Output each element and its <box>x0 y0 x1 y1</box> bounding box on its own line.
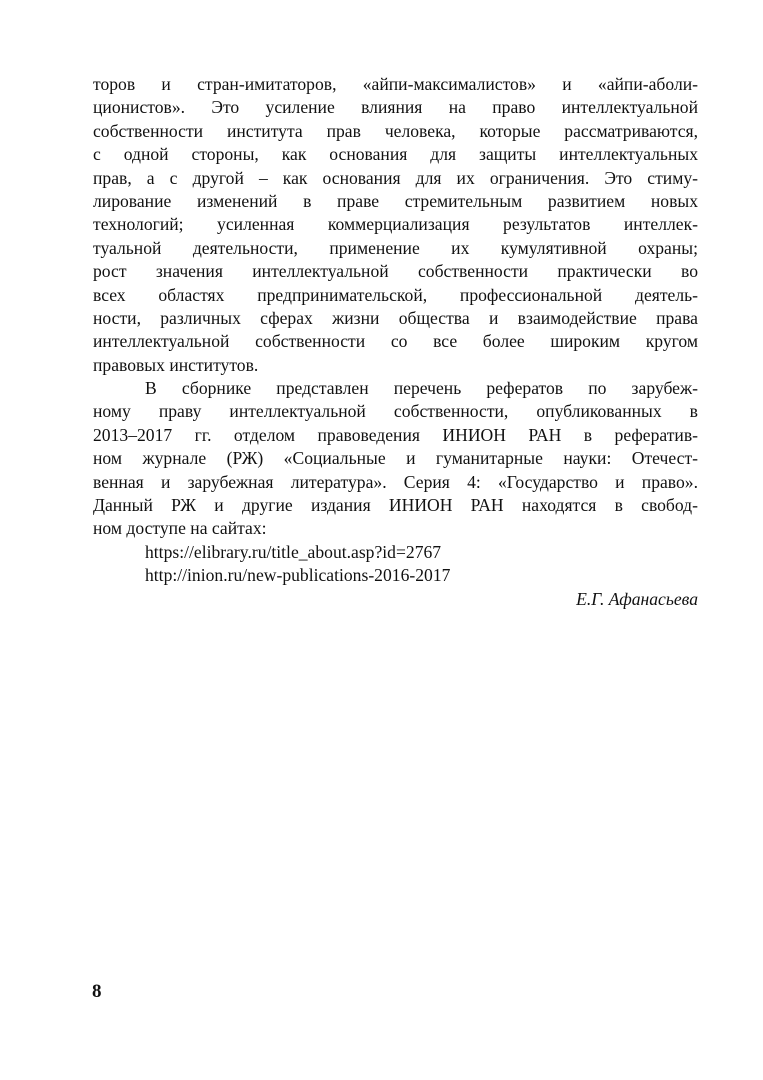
text-line: венная и зарубежная литература». Серия 4: «Государство и право». <box>93 471 698 492</box>
body-text <box>93 73 698 611</box>
text-line: технологий; усиленная коммерциализация результатов интеллек- <box>93 214 698 235</box>
elibrary-link[interactable]: https://elibrary.ru/title_about.asp?id=2767 <box>145 541 442 562</box>
text-line: правовых институтов. <box>93 354 259 375</box>
text-line: Данный РЖ и другие издания ИНИОН РАН находятся в свобод- <box>93 495 698 516</box>
text-line: прав, а с другой – как основания для их ограничения. Это стиму- <box>93 167 698 188</box>
paragraph-2 <box>93 377 698 541</box>
text-line: туальной деятельности, применение их кумулятивной охраны; <box>93 237 698 258</box>
text-line: всех областях предпринимательской, профессиональной деятель- <box>93 284 698 305</box>
text-line: ном журнале (РЖ) «Социальные и гуманитарные науки: Отечест- <box>93 448 698 469</box>
text-line: ционистов». Это усиление влияния на право интеллектуальной <box>93 97 698 118</box>
text-line: ности, различных сферах жизни общества и взаимодействие права <box>93 307 698 328</box>
page-number: 8 <box>92 981 102 1002</box>
text-line: торов и стран-имитаторов, «айпи-максималистов» и «айпи-аболи- <box>93 74 698 94</box>
text-line: ном доступе на сайтах: <box>93 518 267 539</box>
links-list <box>93 541 698 588</box>
text-line: собственности института прав человека, которые рассматриваются, <box>93 120 698 141</box>
text-line: лирование изменений в праве стремительным развитием новых <box>93 190 698 211</box>
text-line: рост значения интеллектуальной собственности практически во <box>93 261 698 282</box>
inion-link[interactable]: http://inion.ru/new-publications-2016-2017 <box>145 565 451 586</box>
text-line: 2013–2017 гг. отделом правоведения ИНИОН РАН в рефератив- <box>93 424 698 445</box>
text-line: с одной стороны, как основания для защиты интеллектуальных <box>93 144 698 165</box>
text-line: ному праву интеллектуальной собственности, опубликованных в <box>93 401 698 422</box>
text-line: интеллектуальной собственности со все более широким кругом <box>93 331 698 352</box>
text-line: В сборнике представлен перечень рефератов по зарубеж- <box>145 378 698 399</box>
paragraph-1 <box>93 73 698 377</box>
author-signature: Е.Г. Афанасьева <box>576 588 698 609</box>
